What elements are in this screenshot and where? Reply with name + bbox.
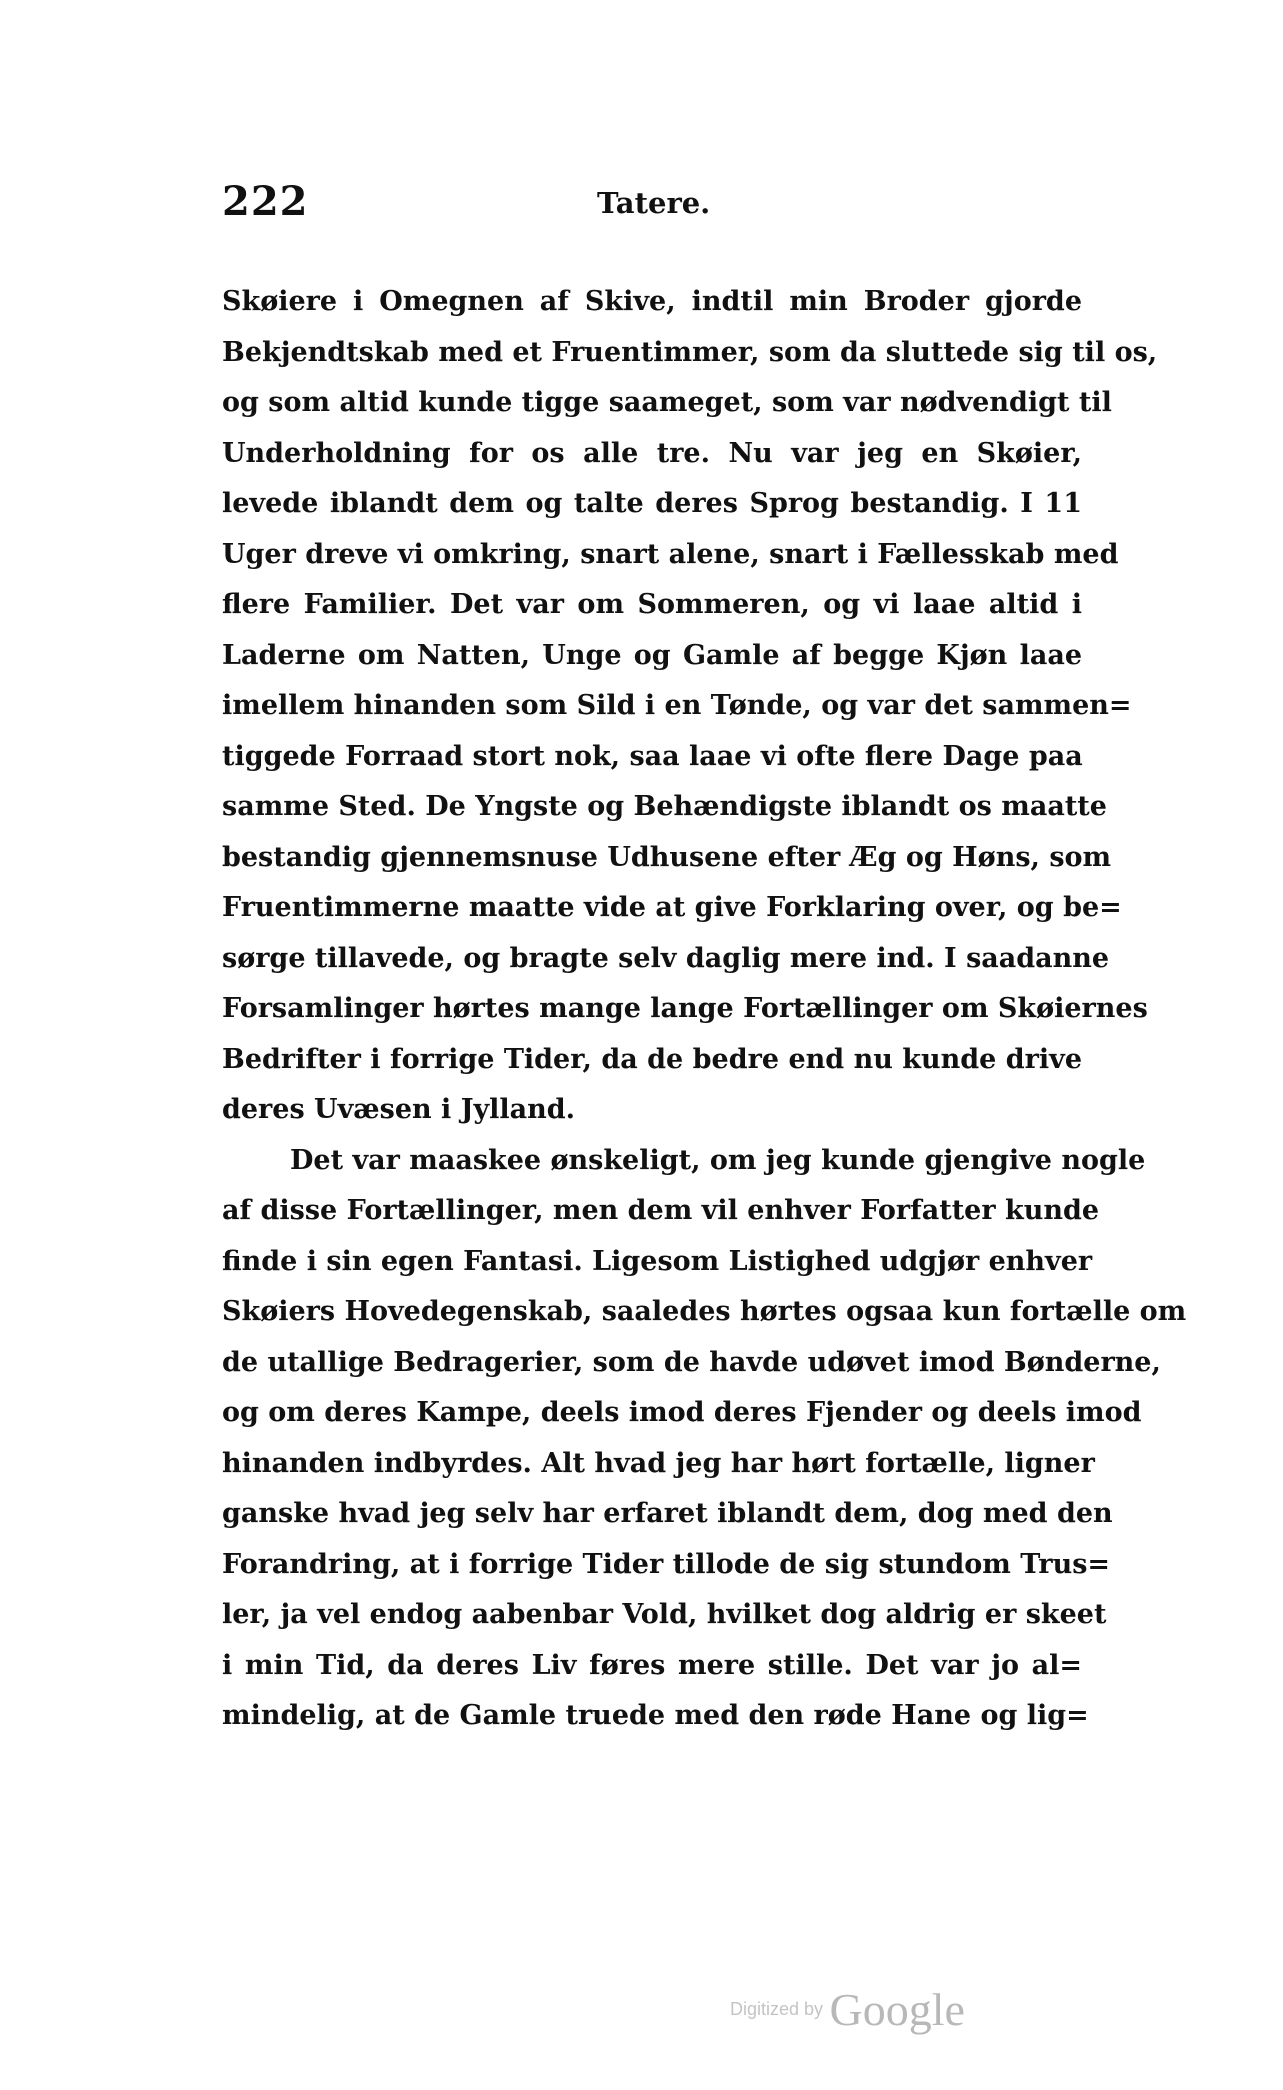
text-line: Underholdning for os alle tre. Nu var jeg en Skøier, xyxy=(222,437,1082,469)
text-line: i min Tid, da deres Liv føres mere stille. Det var jo al= xyxy=(222,1649,1082,1681)
text-line: levede iblandt dem og talte deres Sprog bestandig. I 11 xyxy=(222,488,1082,519)
text-line: bestandig gjennemsnuse Udhusene efter Æg og Høns, som xyxy=(222,841,1112,873)
text-line: de utallige Bedragerier, som de havde udøvet imod Bønderne, xyxy=(222,1346,1161,1378)
text-line: imellem hinanden som Sild i en Tønde, og var det sammen= xyxy=(222,690,1132,721)
text-line: Forsamlinger hørtes mange lange Fortællinger om Skøiernes xyxy=(222,993,1148,1024)
watermark-prefix: Digitized by xyxy=(730,1999,824,2019)
google-watermark xyxy=(730,1983,965,2036)
text-line: sørge tillavede, og bragte selv daglig mere ind. I saadanne xyxy=(222,942,1110,974)
body-text xyxy=(222,277,1187,1742)
text-line: og om deres Kampe, deels imod deres Fjender og deels imod xyxy=(222,1397,1142,1428)
text-line: samme Sted. De Yngste og Behændigste iblandt os maatte xyxy=(222,791,1107,822)
text-line: Bedrifter i forrige Tider, da de bedre end nu kunde drive xyxy=(222,1043,1082,1075)
text-line: tiggede Forraad stort nok, saa laae vi ofte flere Dage paa xyxy=(222,740,1083,772)
text-line: mindelig, at de Gamle truede med den røde Hane og lig= xyxy=(222,1700,1089,1731)
text-line: Bekjendtskab med et Fruentimmer, som da sluttede sig til os, xyxy=(222,336,1158,368)
text-line: finde i sin egen Fantasi. Ligesom Listighed udgjør enhver xyxy=(222,1245,1093,1277)
google-logo: Google xyxy=(829,1984,965,2035)
text-line: deres Uvæsen i Jylland. xyxy=(222,1094,576,1125)
running-title: Tatere. xyxy=(597,186,711,220)
text-line: flere Familier. Det var om Sommeren, og vi laae altid i xyxy=(222,589,1082,620)
text-line: Forandring, at i forrige Tider tillode de sig stundom Trus= xyxy=(222,1548,1111,1580)
page-header xyxy=(222,178,1082,238)
text-line: Laderne om Natten, Unge og Gamle af begge Kjøn laae xyxy=(222,639,1082,671)
text-line: af disse Fortællinger, men dem vil enhver Forfatter kunde xyxy=(222,1195,1100,1226)
text-line: Fruentimmerne maatte vide at give Forklaring over, og be= xyxy=(222,892,1122,923)
text-line: hinanden indbyrdes. Alt hvad jeg har hørt fortælle, ligner xyxy=(222,1447,1095,1479)
text-line: ganske hvad jeg selv har erfaret iblandt dem, dog med den xyxy=(222,1498,1113,1529)
text-line: og som altid kunde tigge saameget, som var nødvendigt til xyxy=(222,387,1112,418)
page-number: 222 xyxy=(222,178,309,225)
text-line: Skøiers Hovedegenskab, saaledes hørtes ogsaa kun fortælle om xyxy=(222,1296,1187,1327)
paragraph xyxy=(222,277,1158,1136)
text-line: Skøiere i Omegnen af Skive, indtil min Broder gjorde xyxy=(222,286,1082,317)
text-line: Det var maaskee ønskeligt, om jeg kunde gjengive nogle xyxy=(290,1144,1146,1176)
text-line: ler, ja vel endog aabenbar Vold, hvilket dog aldrig er skeet xyxy=(222,1599,1107,1630)
text-line: Uger dreve vi omkring, snart alene, snart i Fællesskab med xyxy=(222,538,1119,570)
paragraph xyxy=(222,1136,1187,1742)
